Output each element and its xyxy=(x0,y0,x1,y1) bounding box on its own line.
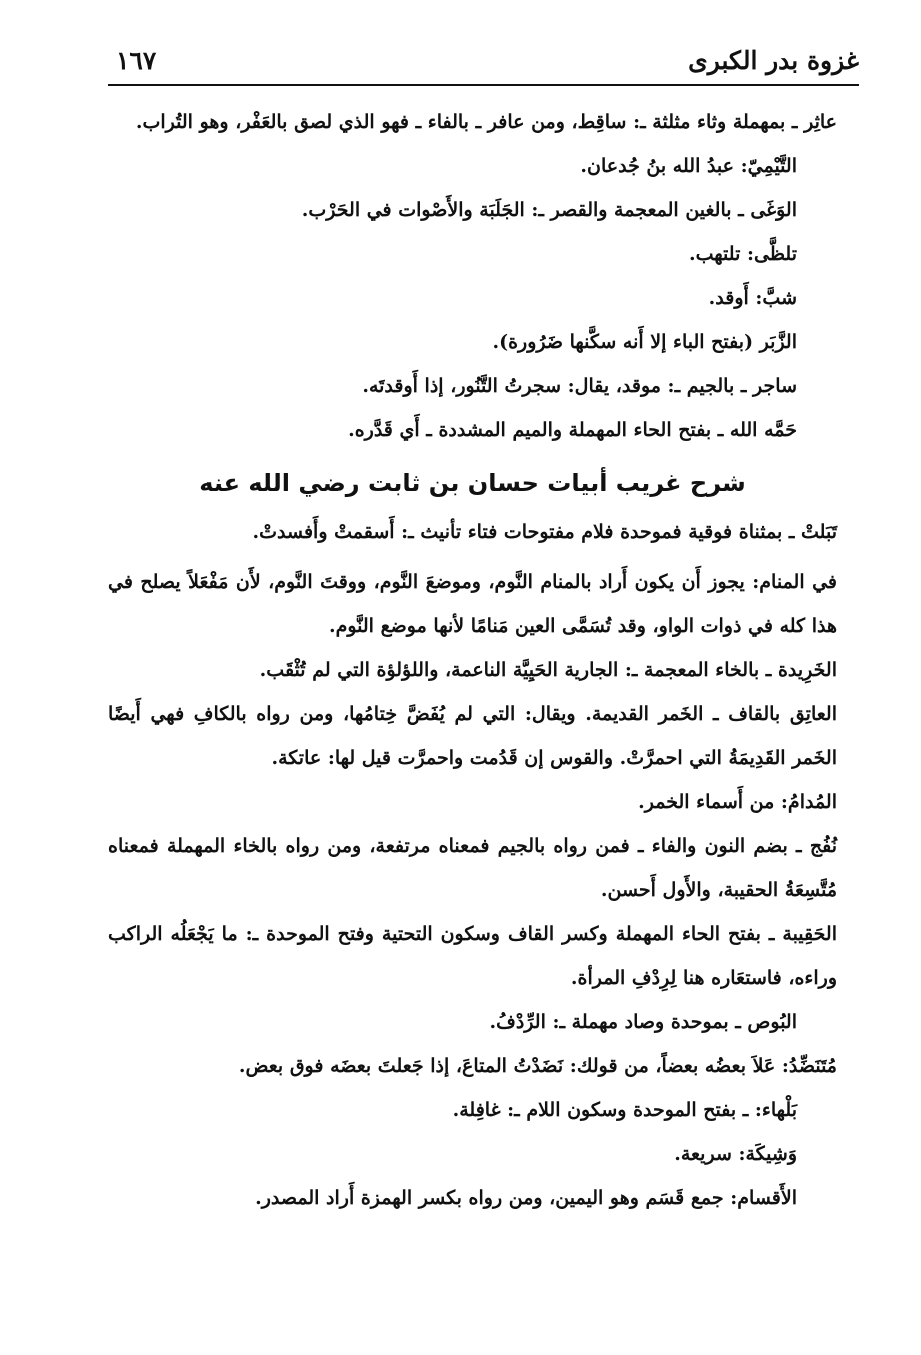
gloss-entry: حَمَّه الله ـ بفتح الحاء المهملة والميم المشددة ـ أَي قَدَّره. xyxy=(348,419,797,441)
gloss-entry: في المنام: يجوز أَن يكون أَراد بالمنام النَّوم، وموضعَ النَّوم، ووقتَ النَّوم، لأَن مَفْعَلاً يصلح في هذا كله في ذوات الواو، وقد تُسَمَّى العين مَنامًا لأنها موضع النَّوم. xyxy=(108,571,837,637)
header-rule xyxy=(108,84,859,86)
gloss-entry: شبَّ: أَوقد. xyxy=(708,287,797,309)
gloss-entry: الزَّبَر (بفتح الباء إلا أَنه سكَّنها ضَرُورة). xyxy=(492,331,797,353)
gloss-entry: مُتَنَضِّدُ: عَلاَ بعضُه بعضاً، من قولك: نَضَدْتُ المتاعَ، إذا جَعلتَ بعضَه فوق بعض. xyxy=(238,1055,837,1077)
page-number: ١٦٧ xyxy=(116,46,157,75)
gloss-entry: نُفُج ـ بضم النون والفاء ـ فمن رواه بالجيم فمعناه مرتفعة، ومن رواه بالخاء المهملة فمعناه مُتَّسِعَةُ الحقيبة، والأَول أَحسن. xyxy=(108,835,837,901)
gloss-entry: الأَقسام: جمع قَسَم وهو اليمين، ومن رواه بكسر الهمزة أَراد المصدر. xyxy=(255,1187,797,1209)
section-heading: شرح غريب أبيات حسان بن ثابت رضي الله عنه xyxy=(199,469,746,497)
running-title: غزوة بدر الكبرى xyxy=(688,46,859,75)
gloss-entry: الحَقِيبة ـ بفتح الحاء المهملة وكسر القاف وسكون التحتية وفتح الموحدة ـ: ما يَجْعَلُه الراكب وراءه، فاستعَاره هنا لِرِدْفِ المرأة. xyxy=(108,923,837,989)
gloss-entry: البُوص ـ بموحدة وصاد مهملة ـ: الرِّدْفُ. xyxy=(489,1011,797,1033)
page-body xyxy=(108,100,837,1220)
gloss-entry: ساجر ـ بالجيم ـ: موقد، يقال: سجرتُ التَّنُور، إذا أَوقدتَه. xyxy=(362,375,797,397)
gloss-entry: التَّيْمِيّ: عبدُ الله بنُ جُدعان. xyxy=(580,155,797,177)
gloss-entry: وَشِيكَة: سريعة. xyxy=(674,1143,797,1165)
gloss-entry: بَلْهاء: ـ بفتح الموحدة وسكون اللام ـ: غافِلة. xyxy=(452,1099,797,1121)
gloss-entry: الخَرِيدة ـ بالخاء المعجمة ـ: الجارية الحَيِيَّة الناعمة، واللؤلؤة التي لم تُثْقَب. xyxy=(259,659,837,681)
gloss-entry: المُدامُ: من أَسماء الخمر. xyxy=(638,791,837,813)
gloss-entry: تلظَّى: تلتهب. xyxy=(689,243,797,265)
gloss-entry: العاتِق بالقاف ـ الخَمر القديمة. ويقال: التي لم يُفَضَّ خِتامُها، ومن رواه بالكافِ فهي أَيضًا الخَمر القَدِيمَةُ التي احمرَّتْ. والقوس إن قَدُمت واحمرَّت قيل لها: عاتكة. xyxy=(108,703,837,769)
gloss-entry: الوَغَى ـ بالغين المعجمة والقصر ـ: الجَلَبَة والأَصْوات في الحَرْب. xyxy=(301,199,797,221)
page-header xyxy=(108,42,859,86)
gloss-entry: تَبَلتْ ـ بمثناة فوقية فموحدة فلام مفتوحات فتاء تأنيث ـ: أَسقمتْ وأَفسدتْ. xyxy=(252,521,837,543)
gloss-entry: عاثِر ـ بمهملة وثاء مثلثة ـ: ساقِط، ومن عافر ـ بالفاء ـ فهو الذي لصق بالعَفْر، وهو التُراب. xyxy=(135,111,837,133)
